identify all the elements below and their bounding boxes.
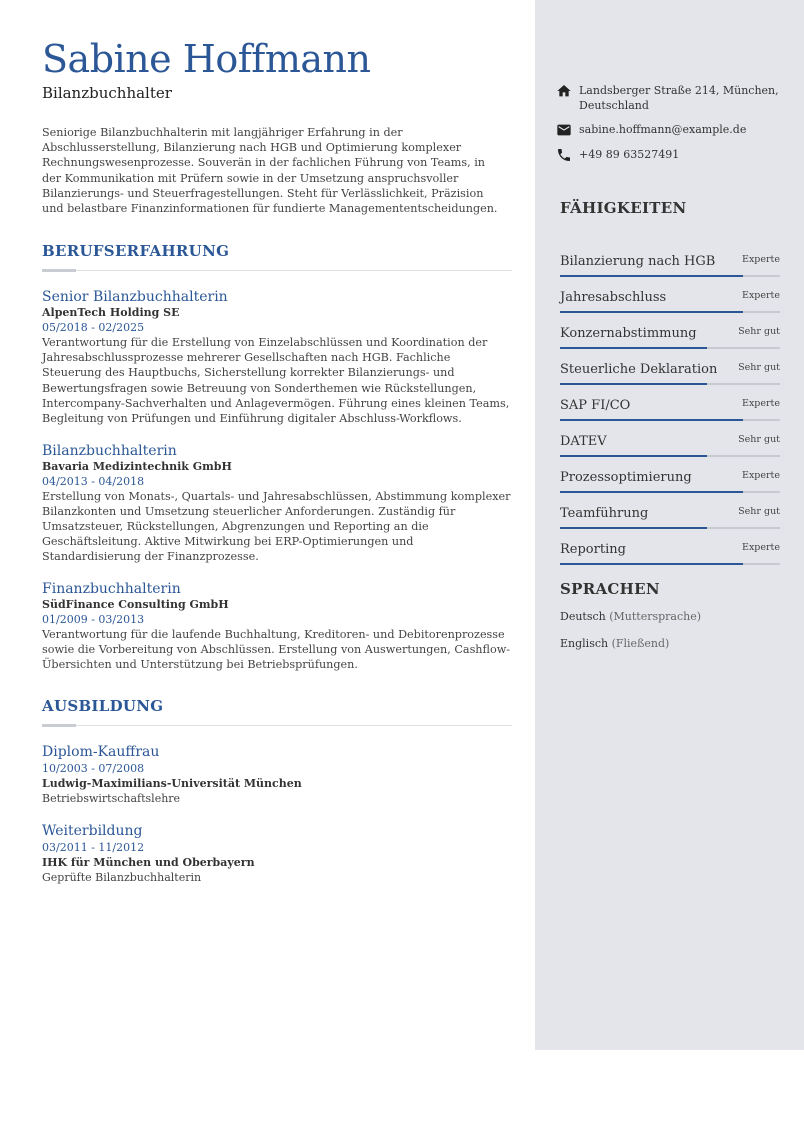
candidate-name: Sabine Hoffmann <box>42 37 371 81</box>
skill-bar <box>560 563 780 565</box>
phone-text[interactable]: +49 89 63527491 <box>579 148 680 161</box>
entry-title: Bilanzbuchhalterin <box>42 442 177 459</box>
entry-description: Erstellung von Monats-, Quartals- und Jahresabschlüssen, Abstimmung komplexer Bilanzkonten und Umsetzung steuerlicher Anforderungen. Zuständig für Umsatzsteuer, Rückstellungen, Abgrenzungen und Reporting an die Geschäftsleitung. Aktive Mitwirkung bei ERP-Optimierungen und Standardisierung der Finanzprozesse. <box>42 489 511 564</box>
entry-title: Weiterbildung <box>42 822 143 839</box>
entry-dates: 10/2003 - 07/2008 <box>42 761 145 775</box>
contact-phone <box>556 147 786 163</box>
language-item <box>560 609 780 624</box>
entry-title: Finanzbuchhalterin <box>42 581 181 598</box>
contact-address <box>556 83 786 113</box>
entry-institution: IHK für München und Oberbayern <box>42 855 255 869</box>
email-icon <box>556 122 572 138</box>
language-item <box>560 636 780 651</box>
entry-description: Verantwortung für die Erstellung von Einzelabschlüssen und Koordination der Jahresabschlussprozesse mehrerer Gesellschaften nach HGB. Fachliche Steuerung des Hauptbuchs, Sicherstellung korrekter Bilanzierungs- und Bewertungsfragen sowie Betreuung von Sonderthemen wie Rückstellungen, Intercompany-Sachverhalten und Anlagevermögen. Führung eines kleinen Teams, Begleitung von Prüfungen und Einführung digitaler Abschluss-Workflows. <box>42 336 510 425</box>
skill-level: Experte <box>742 470 780 481</box>
language-name: Englisch <box>560 637 609 650</box>
languages-section <box>560 580 780 651</box>
skill-item <box>560 325 780 377</box>
entry-field: Geprüfte Bilanzbuchhalterin <box>42 870 202 884</box>
entry-dates: 01/2009 - 03/2013 <box>42 613 145 627</box>
skill-list <box>560 217 780 557</box>
entry-dates: 03/2011 - 11/2012 <box>42 840 145 854</box>
job-title: Bilanzbuchhalter <box>42 84 172 102</box>
skills-heading: FÄHIGKEITEN <box>560 199 687 217</box>
skill-name: Reporting <box>560 542 626 557</box>
skill-name: Teamführung <box>560 506 649 521</box>
language-name: Deutsch <box>560 610 606 623</box>
skill-item <box>560 217 780 269</box>
phone-icon <box>556 147 572 163</box>
entry-dates: 04/2013 - 04/2018 <box>42 474 145 488</box>
entry-company: SüdFinance Consulting GmbH <box>42 598 229 612</box>
education-section <box>42 697 512 885</box>
experience-heading: BERUFSERFAHRUNG <box>42 242 230 261</box>
languages-heading: SPRACHEN <box>560 580 660 598</box>
skill-bar-fill <box>560 563 743 565</box>
language-level: (Fließend) <box>611 637 670 650</box>
contact-info <box>556 83 786 172</box>
education-heading: AUSBILDUNG <box>42 696 164 715</box>
skill-item <box>560 397 780 449</box>
skill-level: Experte <box>742 254 780 265</box>
skill-level: Sehr gut <box>738 362 780 373</box>
skill-level: Experte <box>742 290 780 301</box>
skills-section <box>560 199 780 557</box>
skill-name: Prozessoptimierung <box>560 470 692 485</box>
section-divider <box>42 269 512 272</box>
skill-level: Experte <box>742 542 780 553</box>
address-text: Landsberger Straße 214, München, Deutschland <box>579 84 779 112</box>
skill-item <box>560 469 780 521</box>
skill-name: Konzernabstimmung <box>560 326 697 341</box>
entry-dates: 05/2018 - 02/2025 <box>42 321 145 335</box>
skill-level: Sehr gut <box>738 434 780 445</box>
experience-entry <box>42 442 512 564</box>
main-column <box>42 36 512 885</box>
entry-company: AlpenTech Holding SE <box>42 306 180 320</box>
education-entry <box>42 743 512 806</box>
skill-item <box>560 361 780 413</box>
experience-section <box>42 242 512 672</box>
skill-level: Sehr gut <box>738 326 780 337</box>
education-entry <box>42 822 512 885</box>
skill-name: Bilanzierung nach HGB <box>560 254 716 269</box>
experience-entry <box>42 288 512 426</box>
entry-company: Bavaria Medizintechnik GmbH <box>42 459 232 473</box>
skill-name: SAP FI/CO <box>560 398 631 413</box>
email-text[interactable]: sabine.hoffmann@example.de <box>579 123 747 136</box>
profile-summary: Seniorige Bilanzbuchhalterin mit langjähriger Erfahrung in der Abschlusserstellung, Bilanzierung nach HGB und Optimierung komplexer Rechnungswesenprozesse. Souverän in der fachlichen Führung von Teams, in der Kommunikation mit Prüfern sowie in der Umsetzung anspruchsvoller Bilanzierungs- und Steuerfragestellungen. Steht für Verlässlichkeit, Präzision und belastbare Finanzinformationen für fundierte Managemententscheidungen. <box>42 126 498 216</box>
skill-name: DATEV <box>560 434 607 449</box>
skill-level: Experte <box>742 398 780 409</box>
entry-description: Verantwortung für die laufende Buchhaltung, Kreditoren- und Debitorenprozesse sowie die Vorbereitung von Abschlüssen. Erstellung von Auswertungen, Cashflow-Übersichten und Unterstützung bei Betriebsprüfungen. <box>42 628 511 672</box>
skill-item <box>560 289 780 341</box>
experience-entry <box>42 580 512 672</box>
entry-institution: Ludwig-Maximilians-Universität München <box>42 776 302 790</box>
skill-name: Jahresabschluss <box>560 290 667 305</box>
skill-name: Steuerliche Deklaration <box>560 362 718 377</box>
entry-title: Senior Bilanzbuchhalterin <box>42 289 228 306</box>
skill-level: Sehr gut <box>738 506 780 517</box>
entry-field: Betriebswirtschaftslehre <box>42 791 181 805</box>
skill-item <box>560 253 780 305</box>
contact-email <box>556 122 786 138</box>
section-divider <box>42 724 512 727</box>
skill-item <box>560 433 780 485</box>
sidebar <box>535 0 804 1050</box>
skill-item <box>560 505 780 557</box>
language-level: (Muttersprache) <box>609 610 702 623</box>
home-icon <box>556 83 572 99</box>
entry-title: Diplom-Kauffrau <box>42 743 160 760</box>
